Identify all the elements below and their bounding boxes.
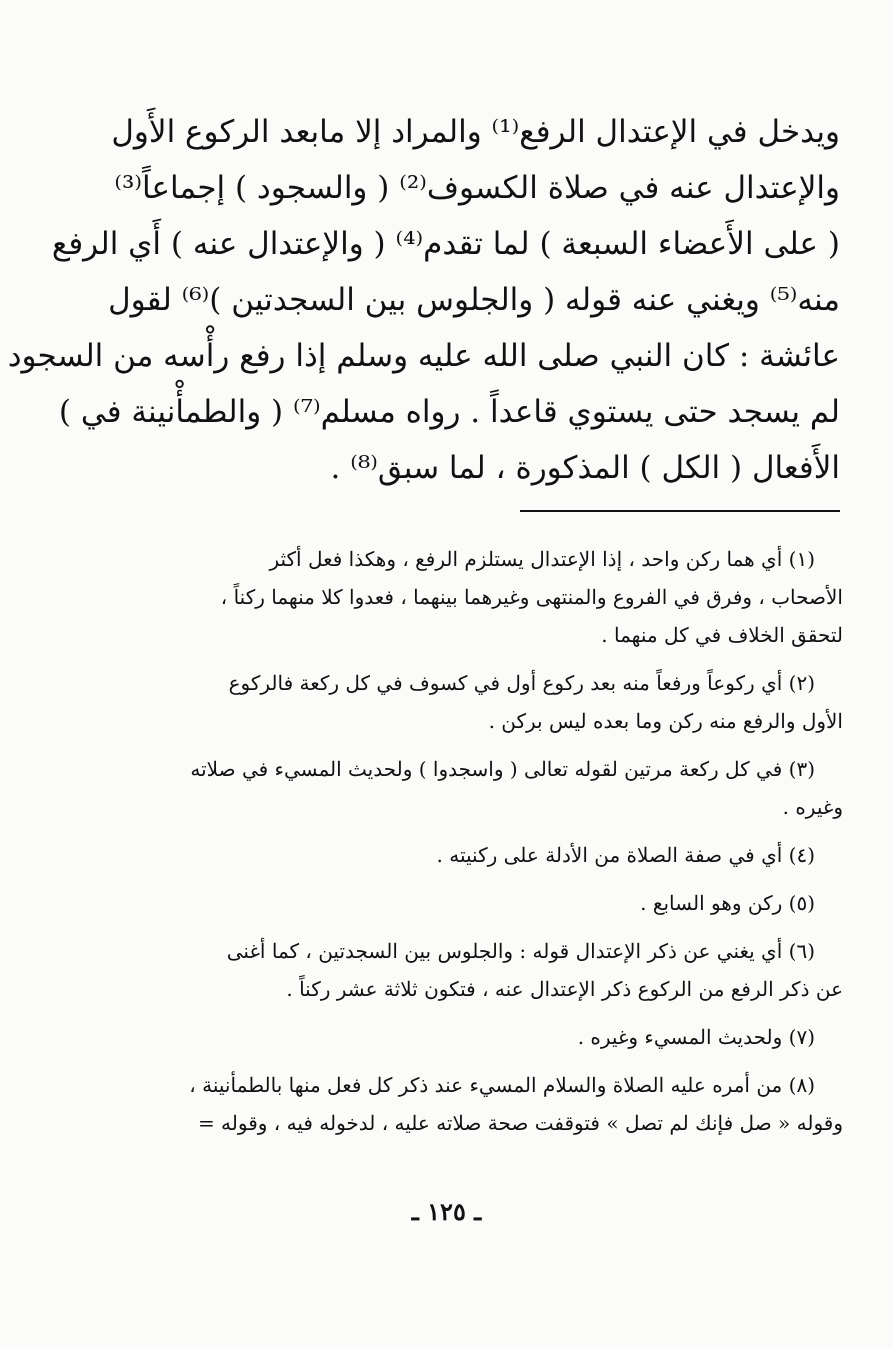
footnote-line: (٨) من أمره عليه الصلاة والسلام المسيء عند ذكر كل فعل منها بالطمأنينة ، [189, 1073, 815, 1097]
footnote-line: (٧) ولحديث المسيء وغيره . [577, 1025, 815, 1049]
main-text-line: والإعتدال عنه في صلاة الكسوف⁽²⁾ ( والسجود ) إجماعاً⁽³⁾ [114, 170, 840, 206]
footnotes [108, 540, 843, 1152]
footnote-line: (٢) أي ركوعاً ورفعاً منه بعد ركوع أول في كسوف في كل ركعة فالركوع [228, 671, 815, 695]
footnote-line: الأول والرفع منه ركن وما بعده ليس بركن . [488, 709, 843, 733]
main-text-line: لم يسجد حتى يستوي قاعداً . رواه مسلم⁽⁷⁾ ( والطمأْنينة في ) [58, 394, 840, 430]
footnote-5 [108, 884, 843, 922]
footnote-line: لتحقق الخلاف في كل منهما . [601, 623, 843, 647]
footnote-2 [108, 664, 843, 740]
footnote-line: (١) أي هما ركن واحد ، إذا الإعتدال يستلزم الرفع ، وهكذا فعل أكثر [269, 547, 815, 571]
footnote-line: وقوله « صل فإنك لم تصل » فتوقفت صحة صلاته عليه ، لدخوله فيه ، وقوله = [197, 1111, 843, 1135]
main-text-line: الأَفعال ( الكل ) المذكورة ، لما سبق⁽⁸⁾ . [330, 450, 840, 486]
footnote-line: (٣) في كل ركعة مرتين لقوله تعالى ( واسجدوا ) ولحديث المسيء في صلاته [190, 757, 815, 781]
footnote-6 [108, 932, 843, 1008]
footnote-separator [520, 510, 840, 512]
main-text-line: ويدخل في الإعتدال الرفع⁽¹⁾ والمراد إلا مابعد الركوع الأَول [111, 114, 840, 150]
main-text-line: ( على الأَعضاء السبعة ) لما تقدم⁽⁴⁾ ( والإعتدال عنه ) أَي الرفع [51, 226, 840, 262]
footnote-line: (٤) أي في صفة الصلاة من الأدلة على ركنيته . [436, 843, 815, 867]
footnote-4 [108, 836, 843, 874]
footnote-3 [108, 750, 843, 826]
footnote-line: الأصحاب ، وفرق في الفروع والمنتهى وغيرهما بينهما ، فعدوا كلا منهما ركناً ، [220, 585, 843, 609]
footnote-7 [108, 1018, 843, 1056]
main-text-line: عائشة : كان النبي صلى الله عليه وسلم إذا رفع رأْسه من السجود [7, 338, 840, 374]
footnote-line: (٥) ركن وهو السابع . [640, 891, 815, 915]
main-text [7, 104, 840, 496]
footnote-8 [108, 1066, 843, 1142]
page-number: ـ ١٢٥ ـ [411, 1197, 482, 1226]
footnote-line: وغيره . [782, 795, 843, 819]
footnote-line: عن ذكر الرفع من الركوع ذكر الإعتدال عنه ، فتكون ثلاثة عشر ركناً . [286, 977, 843, 1001]
footnote-1 [108, 540, 843, 654]
footnote-line: (٦) أي يغني عن ذكر الإعتدال قوله : والجلوس بين السجدتين ، كما أغنى [226, 939, 815, 963]
main-text-line: منه⁽⁵⁾ ويغني عنه قوله ( والجلوس بين السجدتين )⁽⁶⁾ لقول [108, 282, 840, 318]
